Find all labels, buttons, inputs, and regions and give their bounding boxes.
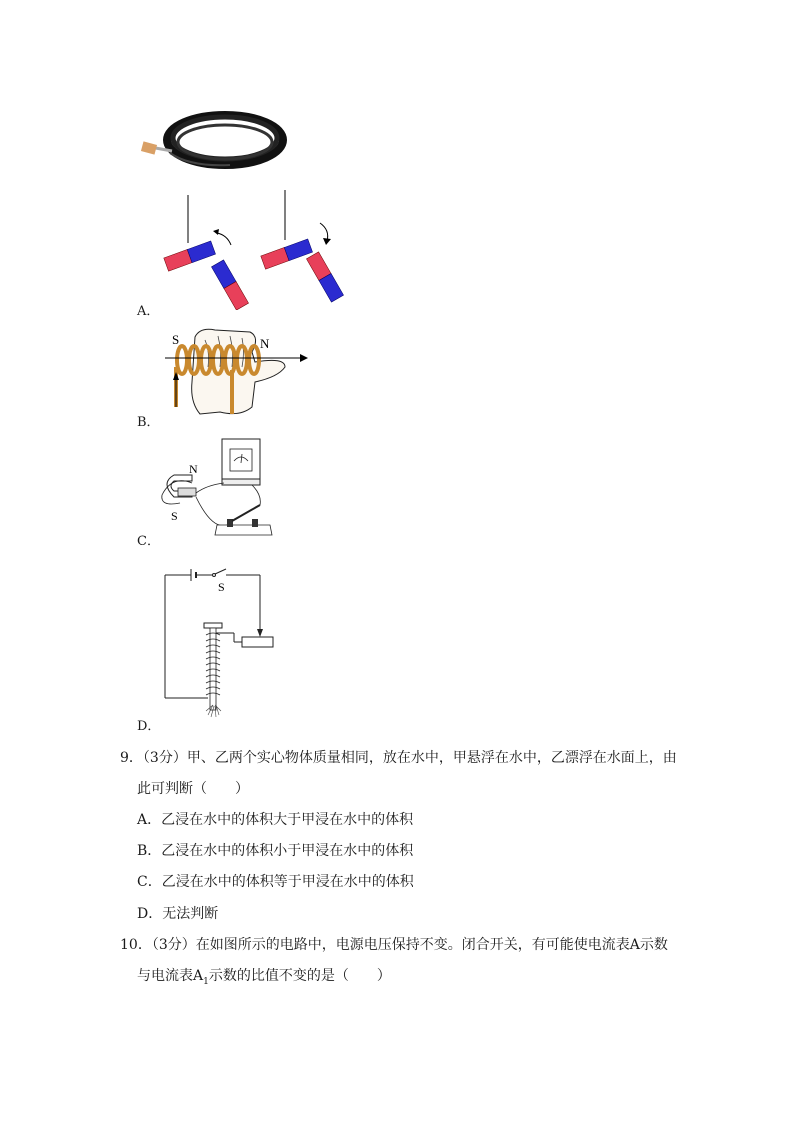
option-a-magnets-figure xyxy=(155,185,355,310)
q10-line2-suffix: 示数的比值不变的是（ ） xyxy=(208,968,391,984)
q10-line2-subscript: 1 xyxy=(203,976,209,987)
q10-stem-line1: 10．（3分）在如图所示的电路中，电源电压保持不变。闭合开关，有可能使电流表A示数 xyxy=(120,937,668,953)
option-b-label: B． xyxy=(137,415,160,430)
q10-line2-prefix: 与电流表A xyxy=(137,968,204,984)
option-d-switch-label: S xyxy=(218,580,225,594)
q9-stem-line1: 9．（3分）甲、乙两个实心物体质量相同，放在水中，甲悬浮在水中，乙漂浮在水面上，由 xyxy=(120,750,677,766)
option-c-pole-s: S xyxy=(171,509,178,523)
option-d-electromagnet-circuit xyxy=(158,565,283,730)
option-a-label: A． xyxy=(137,304,160,319)
q9-choice-b[interactable]: B．乙浸在水中的体积小于甲浸在水中的体积 xyxy=(137,843,414,859)
q10-stem-line2 xyxy=(137,966,391,992)
q9-choice-c[interactable]: C．乙浸在水中的体积等于甲浸在水中的体积 xyxy=(137,874,414,890)
option-c-pole-n: N xyxy=(189,462,198,476)
option-c-label: C． xyxy=(137,534,160,549)
q9-choice-a[interactable]: A．乙浸在水中的体积大于甲浸在水中的体积 xyxy=(137,812,414,828)
option-b-pole-n: N xyxy=(260,336,270,351)
option-d-label: D． xyxy=(137,719,161,734)
option-c-induction-figure xyxy=(152,435,282,543)
option-b-coil-hand-figure xyxy=(160,322,310,422)
q9-choice-d[interactable]: D．无法判断 xyxy=(137,906,219,922)
cable-coil-image xyxy=(130,105,290,180)
q9-stem-line2: 此可判断（ ） xyxy=(137,781,249,797)
option-b-pole-s: S xyxy=(172,332,180,347)
